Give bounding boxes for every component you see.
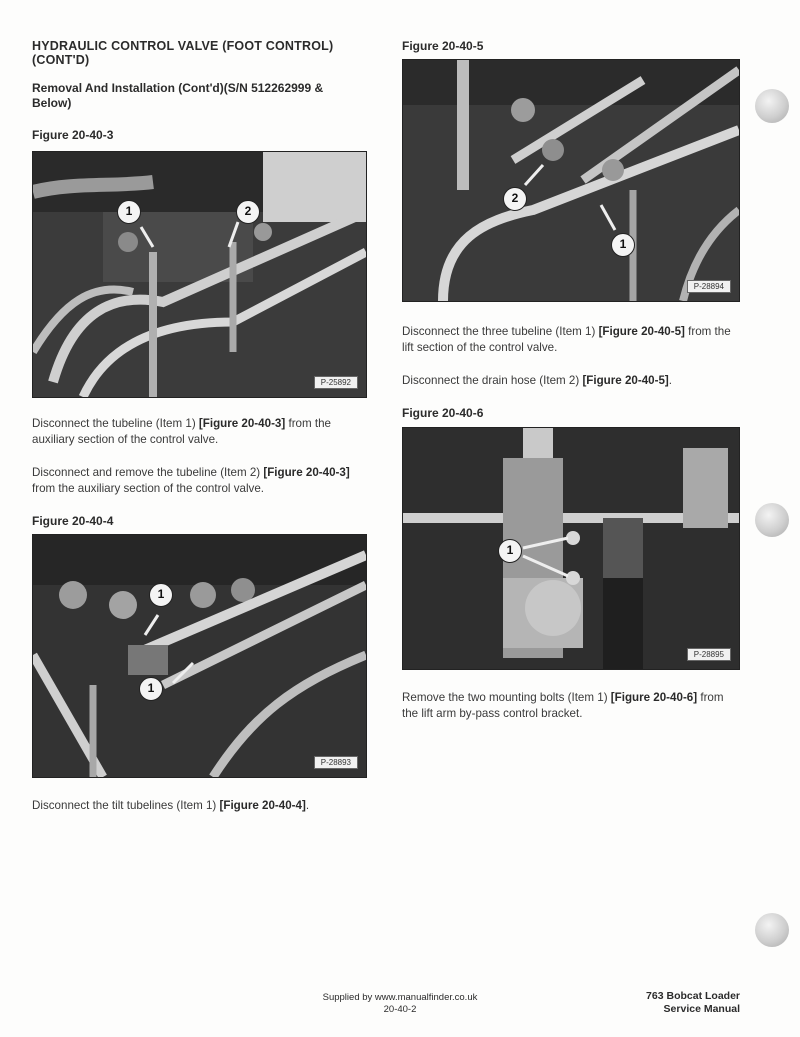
punch-hole-middle	[755, 503, 789, 537]
instruction-1: Disconnect the tubeline (Item 1) [Figure 20-40-3] from the auxiliary section of the control valve.	[32, 417, 331, 446]
photo-code: P-28893	[314, 756, 358, 769]
figure-20-40-4-photo	[32, 534, 367, 778]
section-title-line1: HYDRAULIC CONTROL VALVE (FOOT CONTROL)	[32, 39, 334, 53]
callout-item-2: 2	[503, 187, 527, 211]
figure-20-40-5-label: Figure 20-40-5	[402, 39, 484, 53]
figure-20-40-3-illustration	[33, 152, 366, 397]
section-title-line2: (CONT'D)	[32, 53, 90, 67]
figure-ref: [Figure 20-40-4]	[219, 799, 306, 812]
callout-item-2: 2	[236, 200, 260, 224]
callout-item-1: 1	[149, 583, 173, 607]
callout-item-1: 1	[611, 233, 635, 257]
figure-20-40-5-illustration	[403, 60, 739, 301]
callout-item-1: 1	[498, 539, 522, 563]
page-number: 20-40-2	[383, 1004, 417, 1015]
figure-20-40-5-photo	[402, 59, 740, 302]
instruction-6: Remove the two mounting bolts (Item 1) [Figure 20-40-6] from the lift arm by-pass control bracket.	[402, 691, 724, 720]
figure-20-40-4-illustration	[33, 535, 366, 777]
manual-model: 763 Bobcat Loader	[646, 990, 740, 1002]
page-footer-right	[560, 990, 740, 1016]
figure-ref: [Figure 20-40-5]	[598, 325, 685, 338]
figure-20-40-6-label: Figure 20-40-6	[402, 406, 484, 420]
page-footer-center	[300, 992, 500, 1016]
instruction-2: Disconnect and remove the tubeline (Item 2) [Figure 20-40-3] from the auxiliary section of the control valve.	[32, 466, 350, 495]
section-subtitle-line1: Removal And Installation (Cont'd)(S/N 512262999 &	[32, 81, 324, 95]
photo-code: P-28894	[687, 280, 731, 293]
callout-item-1-second: 1	[139, 677, 163, 701]
figure-ref: [Figure 20-40-3]	[198, 417, 286, 430]
figure-ref: [Figure 20-40-3]	[263, 466, 350, 479]
figure-ref: [Figure 20-40-5]	[582, 374, 669, 387]
manual-title: Service Manual	[663, 1003, 740, 1015]
section-subtitle-line2: Below)	[32, 96, 72, 110]
supplied-by-text: Supplied by www.manualfinder.co.uk	[322, 992, 478, 1003]
punch-hole-top	[755, 89, 789, 123]
figure-20-40-6-photo	[402, 427, 740, 670]
photo-code: P-25892	[314, 376, 358, 389]
section-subtitle	[32, 81, 377, 111]
punch-hole-bottom	[755, 913, 789, 947]
figure-20-40-6-illustration	[403, 428, 739, 669]
callout-item-1: 1	[117, 200, 141, 224]
instruction-5: Disconnect the drain hose (Item 2) [Figure 20-40-5].	[402, 374, 673, 387]
photo-code: P-28895	[687, 648, 731, 661]
instruction-3: Disconnect the tilt tubelines (Item 1) [Figure 20-40-4].	[32, 799, 310, 812]
instruction-4: Disconnect the three tubeline (Item 1) [Figure 20-40-5] from the lift section of the control valve.	[402, 325, 731, 354]
figure-ref: [Figure 20-40-6]	[610, 691, 698, 704]
figure-20-40-3-photo	[32, 151, 367, 398]
figure-20-40-3-label: Figure 20-40-3	[32, 128, 114, 142]
figure-20-40-4-label: Figure 20-40-4	[32, 514, 114, 528]
section-title	[32, 39, 372, 67]
